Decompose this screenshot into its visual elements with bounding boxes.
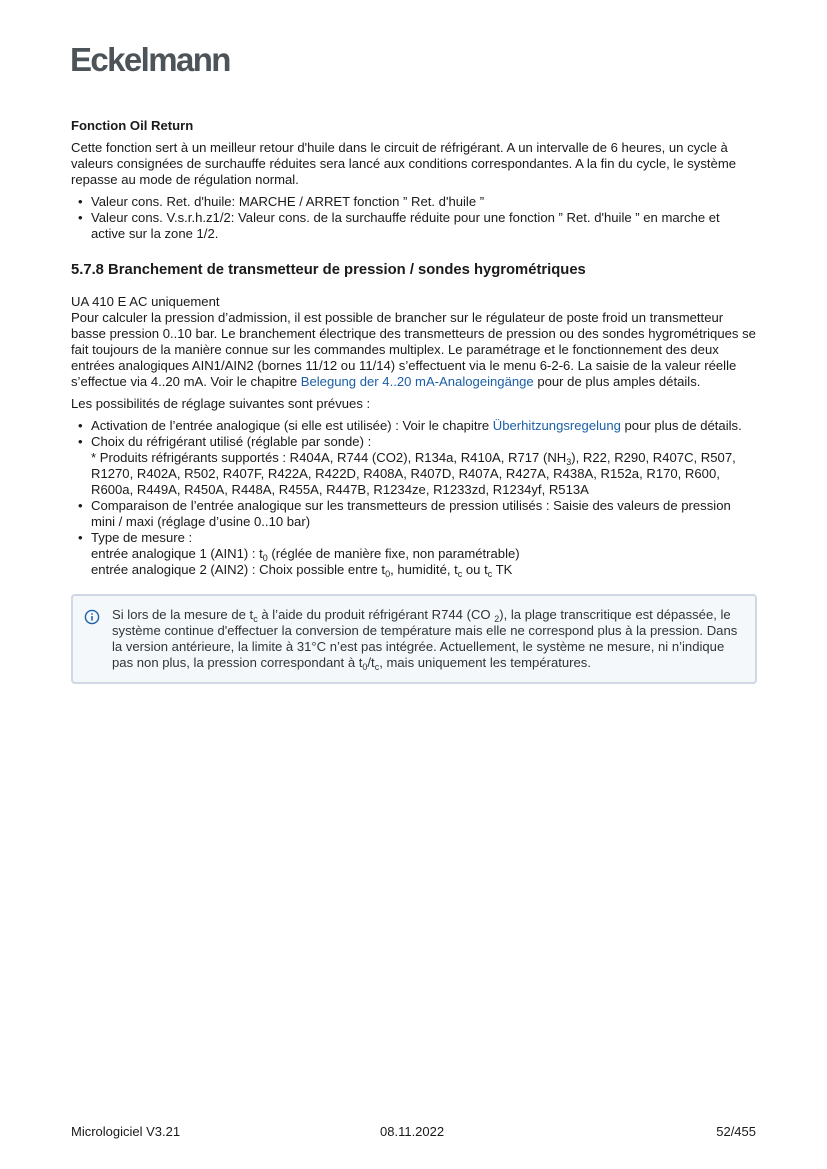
footer-page-number: 52/455 xyxy=(716,1124,756,1139)
section-body xyxy=(71,294,757,390)
ain2-mid: , humidité, t xyxy=(390,562,458,577)
options-intro: Les possibilités de réglage suivantes sont prévues : xyxy=(71,396,371,411)
ain1-rest: (réglée de manière fixe, non paramétrable) xyxy=(267,546,520,561)
note-part: ), la plage transcritique est dépassée, le système continue d'effectuer la conversion de température mais elle ne correspond plus à la pression. Dans la version antérieure, la limite à 31°C n’est pas intégrée. Actuellement, le système ne mesure, ni n’indique pas non plus, la pression correspondant à t xyxy=(112,607,738,670)
section-title: Branchement de transmetteur de pression / sondes hygrométriques xyxy=(108,262,586,278)
info-note xyxy=(71,594,757,684)
note-text xyxy=(112,607,743,671)
footer-date: 08.11.2022 xyxy=(380,1124,445,1139)
list-item: • Comparaison de l’entrée analogique sur les transmetteurs de pression utilisés : Saisie des valeurs de pression mini / maxi (réglage d’usine 0..10 bar) xyxy=(91,498,757,530)
ain2-end: TK xyxy=(492,562,513,577)
subscript: c xyxy=(253,614,258,624)
page-content xyxy=(71,118,757,684)
list-item: • Valeur cons. V.s.r.h.z1/2: Valeur cons. de la surchauffe réduite pour une fonction ” Ret. d'huile ” en marche et active sur la zone 1/2. xyxy=(91,210,757,242)
refrigerant-prefix: * Produits réfrigérants supportés : R404A, R744 (CO2), R134a, R410A, R717 (NH xyxy=(91,450,567,465)
list-item xyxy=(91,418,757,434)
item-title: Choix du réfrigérant utilisé (réglable par sonde) : xyxy=(91,434,372,449)
subscript: c xyxy=(457,569,463,579)
ain2-prefix: entrée analogique 2 (AIN2) : Choix possible entre t xyxy=(91,562,386,577)
subscript: 2 xyxy=(494,614,500,624)
list-item xyxy=(91,530,757,578)
section-heading xyxy=(71,261,757,279)
list-item: • Valeur cons. Ret. d'huile: MARCHE / ARRET fonction ” Ret. d'huile ” xyxy=(91,194,757,210)
ain2-mid: ou t xyxy=(462,562,488,577)
note-part: , mais uniquement les températures. xyxy=(379,655,591,670)
section-number: 5.7.8 xyxy=(71,262,104,278)
company-logo: Eckelmann xyxy=(70,41,230,78)
subscript: 0 xyxy=(385,569,391,579)
options-list xyxy=(71,418,757,578)
oil-return-heading: Fonction Oil Return xyxy=(71,118,194,133)
subscript: c xyxy=(374,662,380,672)
info-icon xyxy=(84,609,100,625)
oil-return-list xyxy=(71,194,757,242)
note-part: Si lors de la mesure de t xyxy=(112,607,254,622)
subscript: 0 xyxy=(362,662,368,672)
note-part: à l’aide du produit réfrigérant R744 (CO xyxy=(257,607,495,622)
restriction-line: UA 410 E AC uniquement xyxy=(71,294,220,309)
ain1-prefix: entrée analogique 1 (AIN1) : t xyxy=(91,546,263,561)
item-title: Type de mesure : xyxy=(91,530,193,545)
link-analog-inputs[interactable]: Belegung der 4..20 mA-Analogeingänge xyxy=(300,374,534,389)
refrigerant-list: ), R22, R290, R407C, R507, R1270, R402A, R502, R407F, R422A, R422D, R408A, R407D, R407A, R427A, R438A, R152a, R170, R600, R600a, R449A, R450A, R448A, R455A, R447B, R1234ze, R1233zd, R1234yf, R513A xyxy=(91,450,736,497)
subscript: 3 xyxy=(566,457,572,467)
oil-return-paragraph: Cette fonction sert à un meilleur retour d'huile dans le circuit de réfrigérant. A un intervalle de 6 heures, un cycle à valeurs consignées de surchauffe réduites sera lancé aux conditions correspondantes. A la fin du cycle, le système repasse au mode de régulation normal. xyxy=(71,140,737,187)
subscript: 0 xyxy=(262,553,268,563)
subscript: c xyxy=(487,569,493,579)
body-text: Pour calculer la pression d’admission, il est possible de brancher sur le régulateur de poste froid un transmetteur basse pression 0..10 bar. Le branchement électrique des transmetteurs de pression ou des sondes hygrométriques se fait toujours de la manière connue sur les commandes multiplex. Le paramétrage et le fonctionnement des deux entrées analogiques AIN1/AIN2 (bornes 11/12 ou 11/14) s’effectuent via le menu 6-2-6. La saisie de la valeur réelle s’effectue via 4..20 mA. Voir le chapitre xyxy=(71,310,756,389)
item-end: pour plus de détails. xyxy=(620,418,742,433)
body-end: pour de plus amples détails. xyxy=(533,374,701,389)
note-part: /t xyxy=(367,655,375,670)
item-text: Activation de l’entrée analogique (si elle est utilisée) : Voir le chapitre xyxy=(91,418,493,433)
footer-firmware-version: Micrologiciel V3.21 xyxy=(71,1124,181,1139)
list-item xyxy=(91,434,757,498)
link-superheat-control[interactable]: Überhitzungsregelung xyxy=(492,418,621,433)
